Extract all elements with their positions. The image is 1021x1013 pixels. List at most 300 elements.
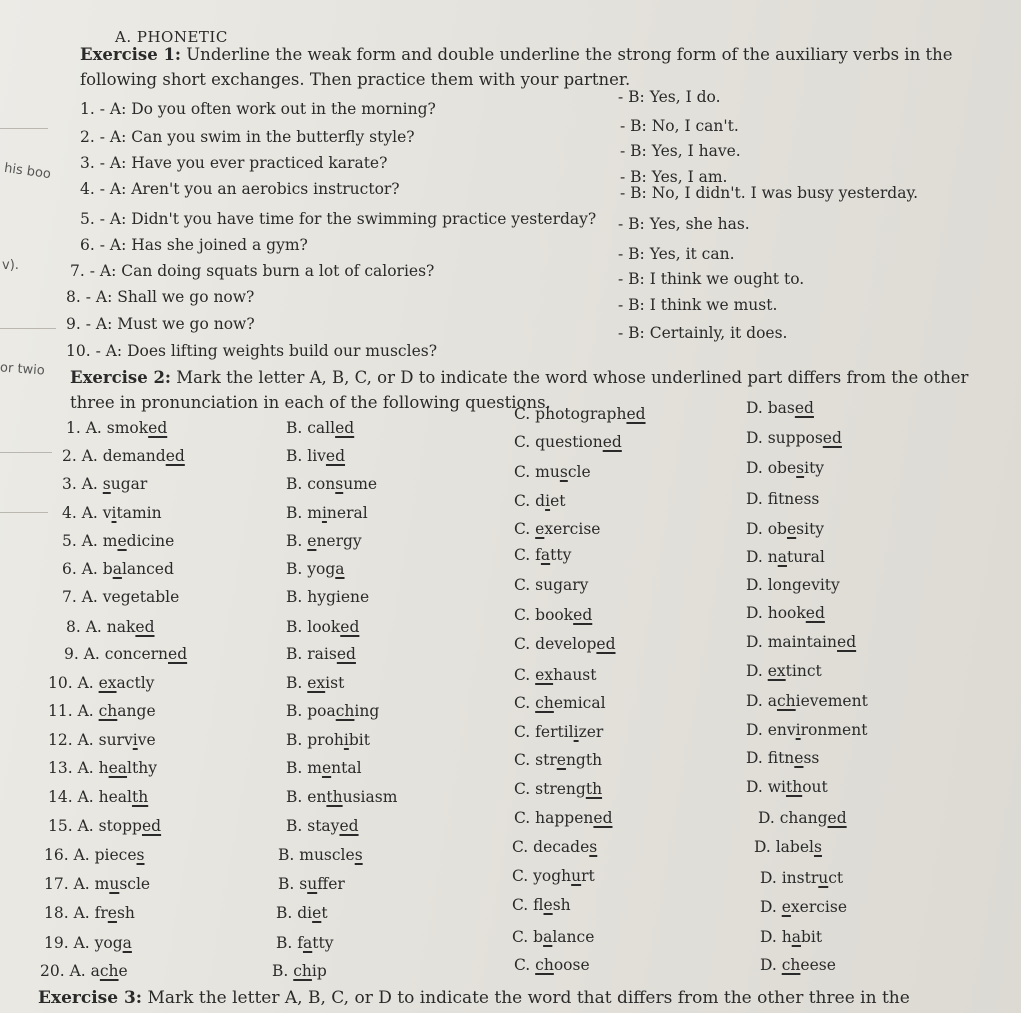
exercise2-q17-option-c — [512, 867, 595, 885]
option-text: D. ob — [746, 520, 787, 538]
option-text: B. m — [286, 759, 322, 777]
option-text: dicine — [126, 532, 175, 550]
option-text: B. call — [286, 419, 336, 437]
underlined-part: ch — [535, 694, 554, 712]
margin-note: his boo — [3, 160, 52, 183]
option-text: out — [802, 778, 828, 796]
exercise2-q7-option-b — [286, 588, 369, 606]
option-text: B. m — [286, 504, 322, 522]
option-text: ity — [804, 459, 825, 477]
exercise2-q16-option-c — [512, 838, 597, 856]
underlined-part: ch — [776, 692, 796, 710]
underlined-part: s — [589, 838, 598, 856]
exercise2-q5-option-a — [62, 532, 174, 550]
option-text: D. hook — [746, 604, 806, 622]
option-text: C. happen — [514, 809, 594, 827]
exercise3-heading — [38, 988, 910, 1008]
exercise1-answer-3: - B: Yes, I have. — [620, 142, 741, 160]
exercise2-q1-option-c — [514, 405, 646, 423]
option-text: sity — [796, 520, 825, 538]
exercise2-q20-option-d — [760, 956, 836, 974]
option-text: 16. A. piece — [44, 846, 137, 864]
option-text: zer — [578, 723, 604, 741]
underlined-part: ed — [626, 405, 646, 423]
option-text: C. — [514, 520, 536, 538]
underlined-part: i — [795, 721, 801, 739]
option-text: D. — [760, 898, 782, 916]
underlined-part: ch — [99, 962, 119, 980]
underlined-part: a — [335, 560, 345, 578]
underlined-part: u — [109, 875, 120, 893]
option-text: ip — [311, 962, 327, 980]
underlined-part: ed — [340, 618, 360, 636]
option-text: 18. A. fr — [44, 904, 108, 922]
exercise2-q7-option-c — [514, 576, 588, 594]
exercise2-q6-option-c — [514, 546, 571, 564]
option-text: C. streng — [514, 780, 586, 798]
exercise2-q5-option-c — [514, 520, 600, 538]
option-text: B. s — [278, 875, 308, 893]
option-text: tty — [312, 934, 334, 952]
exercise2-heading — [70, 368, 968, 387]
option-text: B. muscle — [278, 846, 355, 864]
underlined-part: ed — [837, 633, 857, 651]
exercise2-q18-option-b — [276, 904, 328, 922]
exercise1-answer-4: - B: Yes, I am. — [620, 168, 728, 186]
exercise2-q12-option-a — [48, 731, 156, 749]
exercise1-instruction-cont: following short exchanges. Then practice them with your partner. — [80, 70, 631, 89]
exercise2-q3-option-b — [286, 475, 377, 493]
option-text: C. photograph — [514, 405, 627, 423]
exercise2-q11-option-b — [286, 702, 379, 720]
exercise2-q1-option-a — [66, 419, 167, 437]
underlined-part: ed — [325, 447, 346, 465]
underlined-part: ed — [593, 809, 613, 827]
underlined-part: i — [573, 723, 579, 741]
option-text: D. suppos — [746, 429, 823, 447]
exercise2-q1-option-b — [286, 419, 354, 437]
exercise2-instruction-cont: three in pronunciation in each of the following questions. — [70, 393, 551, 412]
underlined-part: ed — [165, 447, 185, 465]
option-text: C. str — [514, 751, 557, 769]
exercise2-q14-option-b — [286, 788, 397, 806]
option-text: B. hygiene — [286, 588, 370, 606]
option-text: 15. A. stopp — [48, 817, 142, 835]
option-text: C. — [514, 666, 536, 684]
option-text: B. — [272, 962, 294, 980]
exercise2-q7-option-a — [62, 588, 179, 606]
underlined-part: ex — [98, 674, 117, 692]
underlined-part: s — [136, 846, 145, 864]
option-text: bit — [348, 731, 370, 749]
underlined-part: e — [794, 749, 804, 767]
underlined-part: i — [321, 504, 327, 522]
underlined-part: ed — [602, 433, 622, 451]
exercise2-q8-option-c — [514, 606, 592, 624]
exercise2-q14-option-a — [48, 788, 148, 806]
option-text: ss — [803, 749, 820, 767]
exercise1-question-2: 2. - A: Can you swim in the butterfly style? — [80, 128, 415, 146]
option-text: B. f — [276, 934, 303, 952]
option-text: D. maintain — [746, 633, 838, 651]
underlined-part: ch — [535, 956, 554, 974]
option-text: D. obe — [746, 459, 797, 477]
option-text: 5. A. m — [62, 532, 118, 550]
exercise2-q18-option-c — [512, 896, 571, 914]
option-text: scle — [119, 875, 151, 893]
exercise3-instruction: Mark the letter A, B, C, or D to indicate the word that differs from the other three in the — [147, 988, 910, 1008]
underlined-part: e — [312, 904, 322, 922]
exercise1-answer-10: - B: Certainly, it does. — [618, 324, 788, 342]
option-text: cle — [567, 463, 591, 481]
underlined-part: th — [785, 778, 803, 796]
exercise1-question-4: 4. - A: Aren't you an aerobics instructor? — [80, 180, 400, 198]
option-text: ronment — [800, 721, 868, 739]
option-text: ffer — [317, 875, 345, 893]
exercise2-q4-option-a — [62, 504, 162, 522]
underlined-part: ed — [168, 645, 188, 663]
exercise2-q17-option-a — [44, 875, 150, 893]
exercise1-answer-7: - B: Yes, it can. — [618, 245, 735, 263]
exercise2-q5-option-b — [286, 532, 362, 550]
underlined-part: th — [131, 788, 149, 806]
underlined-part: ch — [781, 956, 801, 974]
exercise2-q16-option-a — [44, 846, 145, 864]
underlined-part: a — [543, 928, 553, 946]
exercise2-q2-option-a — [62, 447, 185, 465]
underlined-part: a — [122, 934, 132, 952]
exercise2-q13-option-d — [746, 749, 819, 767]
option-text: B. poa — [286, 702, 336, 720]
option-text: 12. A. surv — [48, 731, 133, 749]
underlined-part: i — [343, 731, 349, 749]
option-text: 10. A. — [48, 674, 99, 692]
exercise2-q3-option-a — [62, 475, 147, 493]
option-text: C. question — [514, 433, 603, 451]
exercise2-q19-option-d — [760, 928, 822, 946]
margin-note: or twio — [0, 360, 46, 379]
underlined-part: s — [813, 838, 822, 856]
option-text: tty — [550, 546, 572, 564]
option-text: C. b — [512, 928, 544, 946]
underlined-part: ed — [148, 419, 168, 437]
underlined-part: e — [556, 751, 566, 769]
exercise2-q14-option-c — [514, 780, 602, 798]
exercise2-q12-option-c — [514, 723, 603, 741]
underlined-part: a — [112, 560, 122, 578]
exercise2-q13-option-a — [48, 759, 157, 777]
exercise2-q16-option-d — [754, 838, 822, 856]
option-text: 8. A. nak — [66, 618, 136, 636]
option-text: nergy — [316, 532, 362, 550]
option-text: B. proh — [286, 731, 344, 749]
exercise2-q6-option-d — [746, 548, 825, 566]
option-text: rt — [581, 867, 595, 885]
section-title: A. PHONETIC — [115, 28, 228, 46]
exercise1-question-10: 10. - A: Does lifting weights build our muscles? — [66, 342, 438, 360]
exercise1-heading — [80, 45, 952, 64]
option-text: ntal — [331, 759, 362, 777]
option-text: actly — [116, 674, 155, 692]
exercise2-q10-option-c — [514, 666, 596, 684]
option-text: C. sugary — [514, 576, 589, 594]
underlined-part: u — [571, 867, 582, 885]
option-text: usiasm — [342, 788, 398, 806]
option-text: D. wi — [746, 778, 786, 796]
exercise2-q2-option-d — [746, 429, 842, 447]
option-text: D. n — [746, 548, 778, 566]
exercise2-q9-option-a — [64, 645, 187, 663]
exercise1-question-3: 3. - A: Have you ever practiced karate? — [80, 154, 388, 172]
option-text: D. env — [746, 721, 796, 739]
underlined-part: a — [791, 928, 801, 946]
underlined-part: ed — [339, 817, 359, 835]
underlined-part: ed — [573, 606, 593, 624]
option-text: ievement — [795, 692, 868, 710]
option-text: C. fertil — [514, 723, 574, 741]
exercise2-q18-option-d — [760, 898, 847, 916]
option-text: t — [321, 904, 328, 922]
underlined-part: e — [535, 520, 545, 538]
exercise1-answer-5: - B: No, I didn't. I was busy yesterday. — [620, 184, 919, 202]
underlined-part: ed — [827, 809, 847, 827]
exercise2-q7-option-d — [746, 576, 840, 594]
option-text: C. book — [514, 606, 574, 624]
option-text: ct — [828, 869, 844, 887]
option-text: C. fl — [512, 896, 544, 914]
exercise2-q4-option-b — [286, 504, 368, 522]
option-text: C. decade — [512, 838, 590, 856]
exercise2-q12-option-d — [746, 721, 867, 739]
exercise2-q20-option-a — [40, 962, 128, 980]
option-text: ngth — [565, 751, 603, 769]
option-text: eese — [800, 956, 836, 974]
exercise1-answer-8: - B: I think we ought to. — [618, 270, 805, 288]
option-text: 20. A. a — [40, 962, 100, 980]
margin-rule — [0, 328, 56, 329]
underlined-part: ch — [293, 962, 312, 980]
option-text: B. — [286, 532, 308, 550]
exercise1-question-6: 6. - A: Has she joined a gym? — [80, 236, 308, 254]
underlined-part: th — [585, 780, 603, 798]
exercise2-q13-option-b — [286, 759, 362, 777]
option-text: D. f — [746, 490, 779, 508]
exercise3-title: Exercise 3: — [38, 988, 143, 1008]
option-text: B. con — [286, 475, 336, 493]
option-text: ist — [325, 674, 345, 692]
underlined-part: a — [777, 548, 787, 566]
exercise2-q15-option-a — [48, 817, 161, 835]
exercise2-q5-option-d — [746, 520, 824, 538]
option-text: B. yog — [286, 560, 336, 578]
exercise2-q10-option-d — [746, 662, 822, 680]
option-text: tural — [786, 548, 825, 566]
option-text: D. label — [754, 838, 814, 856]
option-text: lthy — [127, 759, 157, 777]
option-text: 4. A. v — [62, 504, 112, 522]
underlined-part: e — [307, 532, 317, 550]
option-text: 7. A. vegetable — [62, 588, 180, 606]
exercise2-q15-option-d — [758, 809, 847, 827]
option-text: lanced — [121, 560, 174, 578]
option-text: C. d — [514, 492, 546, 510]
exercise2-q16-option-b — [278, 846, 363, 864]
option-text: B. en — [286, 788, 327, 806]
exercise2-q19-option-b — [276, 934, 333, 952]
underlined-part: a — [302, 934, 313, 952]
underlined-part: ed — [822, 429, 842, 447]
exercise2-q10-option-a — [48, 674, 154, 692]
exercise1-instruction: Underline the weak form and double underline the strong form of the auxiliary verbs in the — [186, 45, 953, 64]
underlined-part: i — [111, 504, 117, 522]
option-text: D. longevity — [746, 576, 840, 594]
underlined-part: ch — [335, 702, 355, 720]
underlined-part: s — [559, 463, 568, 481]
underlined-part: th — [326, 788, 343, 806]
option-text: D. chang — [758, 809, 828, 827]
option-text: C. — [514, 694, 536, 712]
option-text: C. mu — [514, 463, 560, 481]
exercise2-q11-option-c — [514, 694, 606, 712]
option-text: D. bas — [746, 399, 795, 417]
exercise2-q4-option-d — [746, 490, 819, 508]
exercise2-q19-option-a — [44, 934, 132, 952]
exercise1-answer-1: - B: Yes, I do. — [618, 88, 721, 106]
underlined-part: ed — [596, 635, 616, 653]
option-text: D. h — [760, 928, 792, 946]
option-text: neral — [326, 504, 368, 522]
underlined-part: ex — [767, 662, 786, 680]
option-text: ume — [343, 475, 378, 493]
exercise2-q13-option-c — [514, 751, 602, 769]
exercise2-q4-option-c — [514, 492, 565, 510]
underlined-part: s — [102, 475, 111, 493]
underlined-part: e — [781, 898, 791, 916]
option-text: e — [118, 962, 128, 980]
exercise2-q19-option-c — [512, 928, 594, 946]
underlined-part: i — [132, 731, 138, 749]
exercise2-title: Exercise 2: — [70, 368, 172, 387]
margin-rule — [0, 452, 52, 453]
option-text: oose — [553, 956, 590, 974]
underlined-part: s — [354, 846, 363, 864]
option-text: lance — [552, 928, 595, 946]
option-text: 1. A. smok — [66, 419, 149, 437]
option-text: ange — [117, 702, 156, 720]
option-text: 19. A. yog — [44, 934, 123, 952]
underlined-part: ed — [805, 604, 825, 622]
option-text: haust — [553, 666, 597, 684]
underlined-part: u — [307, 875, 318, 893]
exercise2-q11-option-a — [48, 702, 156, 720]
option-text: B. look — [286, 618, 341, 636]
option-text: 17. A. m — [44, 875, 110, 893]
exercise2-q9-option-b — [286, 645, 356, 663]
exercise2-q11-option-d — [746, 692, 868, 710]
option-text: B. — [286, 674, 308, 692]
underlined-part: a — [540, 546, 551, 564]
exercise2-instruction: Mark the letter A, B, C, or D to indicate the word whose underlined part differs from the other — [176, 368, 969, 387]
option-text: 6. A. b — [62, 560, 113, 578]
exercise2-q8-option-d — [746, 604, 825, 622]
underlined-part: s — [335, 475, 344, 493]
option-text: ugar — [110, 475, 148, 493]
option-text: sh — [116, 904, 135, 922]
exercise1-answer-6: - B: Yes, she has. — [618, 215, 750, 233]
option-text: D. a — [746, 692, 777, 710]
underlined-part: ch — [98, 702, 118, 720]
exercise2-q17-option-d — [760, 869, 843, 887]
exercise2-q10-option-b — [286, 674, 344, 692]
option-text: C. develop — [514, 635, 597, 653]
underlined-part: ed — [135, 618, 155, 636]
option-text: B. di — [276, 904, 313, 922]
exercise2-q6-option-b — [286, 560, 345, 578]
underlined-part: e — [321, 759, 332, 777]
underlined-part: u — [818, 869, 829, 887]
exercise1-question-5: 5. - A: Didn't you have time for the swimming practice yesterday? — [80, 210, 597, 228]
option-text: D. instr — [760, 869, 819, 887]
exercise2-q2-option-b — [286, 447, 345, 465]
exercise2-q20-option-b — [272, 962, 327, 980]
option-text: D. — [746, 662, 768, 680]
margin-note: v). — [2, 258, 19, 273]
exercise1-question-7: 7. - A: Can doing squats burn a lot of calories? — [70, 262, 435, 280]
option-text: 2. A. demand — [62, 447, 166, 465]
exercise2-q18-option-a — [44, 904, 135, 922]
exercise2-q14-option-d — [746, 778, 828, 796]
option-text: D. — [760, 956, 782, 974]
exercise2-q2-option-c — [514, 433, 622, 451]
option-text: C. — [514, 956, 536, 974]
option-text: et — [550, 492, 566, 510]
option-text: sh — [552, 896, 571, 914]
option-text: xercise — [544, 520, 601, 538]
option-text: xercise — [790, 898, 848, 916]
exercise2-q9-option-d — [746, 633, 856, 651]
underlined-part: ex — [535, 666, 554, 684]
option-text: 9. A. concern — [64, 645, 169, 663]
exercise1-answer-9: - B: I think we must. — [618, 296, 778, 314]
exercise2-q3-option-c — [514, 463, 591, 481]
exercise1-question-8: 8. - A: Shall we go now? — [66, 288, 255, 306]
exercise2-q17-option-b — [278, 875, 345, 893]
exercise1-question-1: 1. - A: Do you often work out in the morning? — [80, 100, 436, 118]
underlined-part: ed — [141, 817, 162, 835]
option-text: C. yogh — [512, 867, 572, 885]
option-text: B. rais — [286, 645, 337, 663]
option-text: tamin — [116, 504, 162, 522]
underlined-part: e — [107, 904, 117, 922]
option-text: C. f — [514, 546, 541, 564]
option-text: B. stay — [286, 817, 340, 835]
underlined-part: e — [543, 896, 553, 914]
margin-rule — [0, 512, 48, 513]
margin-rule — [0, 128, 48, 129]
option-text: tinct — [785, 662, 822, 680]
exercise2-q15-option-b — [286, 817, 359, 835]
underlined-part: ex — [307, 674, 326, 692]
exercise1-title: Exercise 1: — [80, 45, 182, 64]
underlined-part: ed — [335, 419, 355, 437]
exercise2-q1-option-d — [746, 399, 814, 417]
option-text: ve — [137, 731, 156, 749]
option-text: ing — [354, 702, 380, 720]
exercise2-q8-option-a — [66, 618, 155, 636]
exercise2-q20-option-c — [514, 956, 590, 974]
option-text: tness — [778, 490, 820, 508]
exercise2-q15-option-c — [514, 809, 613, 827]
